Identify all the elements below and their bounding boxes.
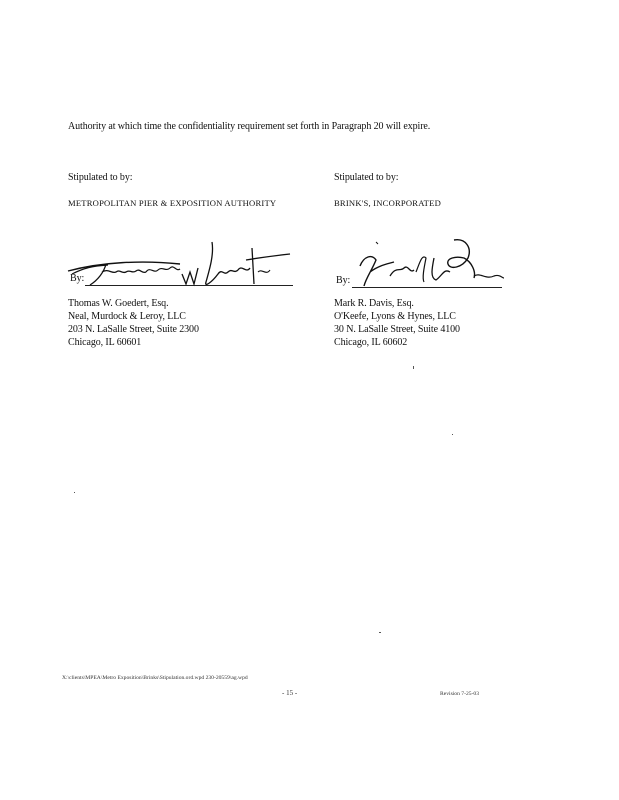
right-signature-image xyxy=(350,236,505,294)
right-street-address: 30 N. LaSalle Street, Suite 4100 xyxy=(334,324,460,335)
right-stipulated-label: Stipulated to by: xyxy=(334,172,399,183)
left-stipulated-label: Stipulated to by: xyxy=(68,172,133,183)
scan-speck xyxy=(379,632,381,633)
right-party-name: BRINK'S, INCORPORATED xyxy=(334,198,441,208)
scan-speck xyxy=(74,492,75,493)
scan-speck xyxy=(413,366,414,369)
left-signer-name: Thomas W. Goedert, Esq. xyxy=(68,298,169,309)
scan-speck xyxy=(452,434,453,435)
left-by-label: By: xyxy=(70,273,85,284)
right-city-address: Chicago, IL 60602 xyxy=(334,337,408,348)
left-party-name: METROPOLITAN PIER & EXPOSITION AUTHORITY xyxy=(68,198,277,208)
right-signer-name: Mark R. Davis, Esq. xyxy=(334,298,414,309)
right-by-label: By: xyxy=(336,275,351,286)
footer-revision: Revision 7-25-03 xyxy=(440,691,479,697)
right-firm-name: O'Keefe, Lyons & Hynes, LLC xyxy=(334,311,456,322)
left-street-address: 203 N. LaSalle Street, Suite 2300 xyxy=(68,324,199,335)
footer-page-number: - 15 - xyxy=(282,689,298,697)
closing-paragraph: Authority at which time the confidentiality requirement set forth in Paragraph 20 will expire. xyxy=(68,121,431,132)
footer-file-path: X:\clients\MPEA\Metro Exposition\Brinks\Stipulation.ord.wpd 230-20559\ag.wpd xyxy=(62,675,248,681)
left-signature-image xyxy=(62,238,297,294)
left-city-address: Chicago, IL 60601 xyxy=(68,337,142,348)
left-firm-name: Neal, Murdock & Leroy, LLC xyxy=(68,311,186,322)
